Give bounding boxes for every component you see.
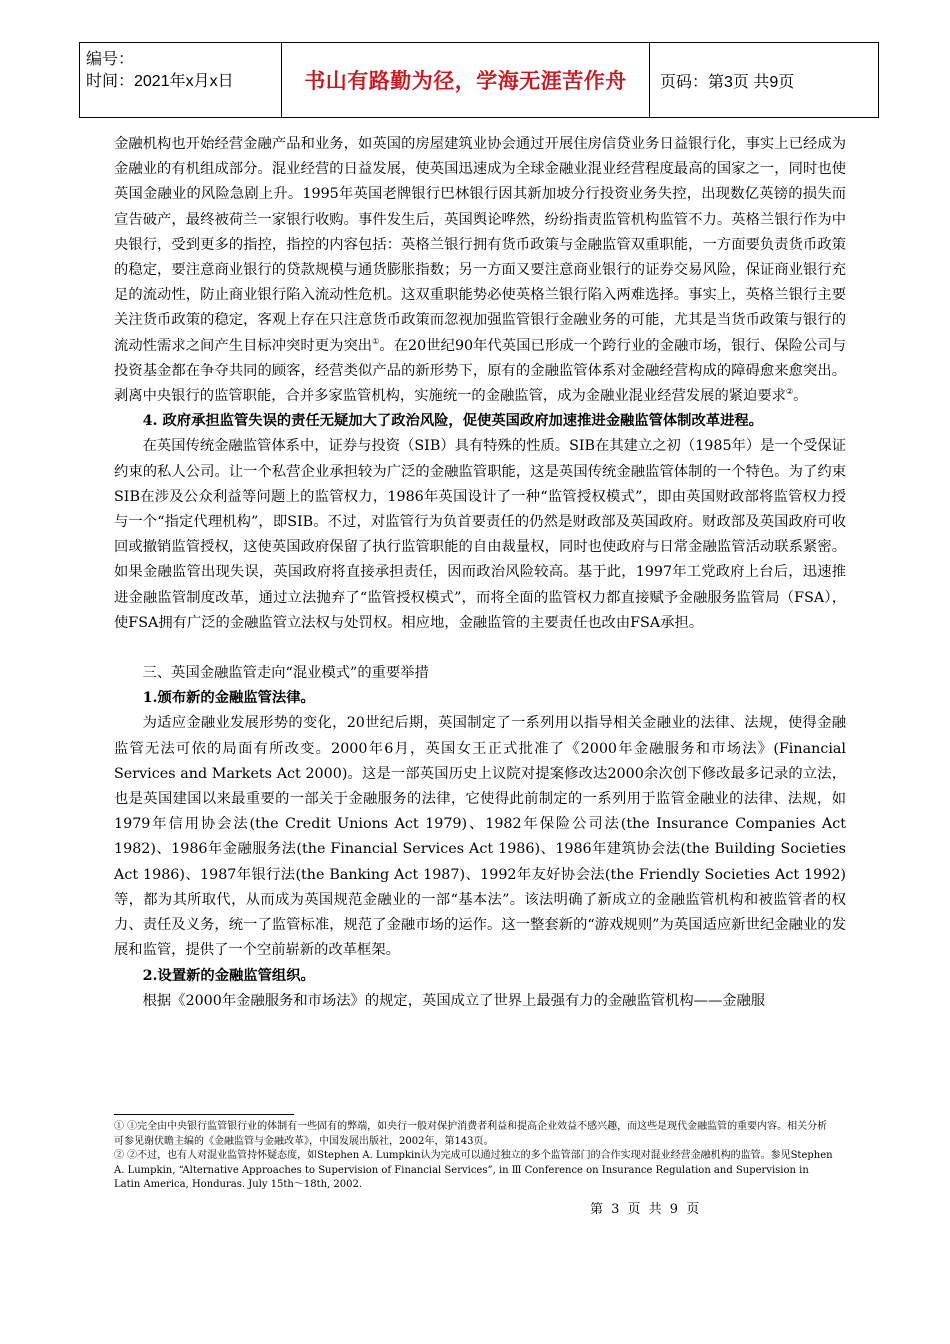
paragraph-3: 为适应金融业发展形势的变化，20世纪后期，英国制定了一系列用以指导相关金融业的法律、法规，使得金融监管无法可依的局面有所改变。2000年6月，英国女王正式批准了《2000年金融服务和市场法》(Financial Services and Markets Act 2000)。这是一部英国历史上议院对提案修改达2000余次创下修改最多记录的立法，也是英国建国以来最重要的一部关于金融服务的法律，它使得此前制定的一系列用于监管金融业的法律、法规，如1979年信用协会法(the Credit Unions Act 1979)、1982年保险公司法(the Insurance Companies Act 1982)、1986年金融服务法(the Financial Services Act 1986)、1986年建筑协会法(the Building Societies Act 1986)、1987年银行法(the Banking Act 1987)、1992年友好协会法(the Friendly Societies Act 1992)等，都为其所取代，从而成为英国规范金融业的一部“基本法”。该法明确了新成立的金融监管机构和被监管者的权力、责任及义务，统一了监管标准，规范了金融市场的运作。这一整套新的“游戏规则”为英国适应新世纪金融业的发展和监管，提供了一个空前崭新的改革框架。 <box>114 715 846 959</box>
header-page-info: 页码：第3页 共9页 <box>660 73 795 91</box>
footnotes <box>114 1120 836 1193</box>
header-meta <box>80 43 282 117</box>
paragraph-1-text: 金融机构也开始经营金融产品和业务，如英国的房屋建筑业协会通过开展住房信贷业务日益银行化，事实上已经成为金融业的有机组成部分。混业经营的日益发展，使英国迅速成为全球金融业混业经营程度最高的国家之一，同时也使英国金融业的风险急剧上升。1995年英国老牌银行巴林银行因其新加坡分行投资业务失控，出现数亿英镑的损失而宣告破产，最终被荷兰一家银行收购。事件发生后，英国舆论哗然，纷纷指责监管机构监管不力。英格兰银行作为中央银行，受到更多的指控，指控的内容包括：英格兰银行拥有货币政策与金融监管双重职能，一方面要负责货币政策的稳定，要注意商业银行的贷款规模与通货膨胀指数；另一方面又要注意商业银行的证券交易风险，保证商业银行充足的流动性，防止商业银行陷入流动性危机。这双重职能势必使英格兰银行陷入两难选择。事实上，英格兰银行主要关注货币政策的稳定，客观上存在只注意货币政策而忽视加强监管银行金融业务的可能，尤其是当货币政策与银行的流动性需求之间产生目标冲突时更为突出 <box>114 136 846 354</box>
footnote-1: ① ①完全由中央银行监管银行业的体制有一些固有的弊端，如央行一般对保护消费者利益和提高企业效益不感兴趣，而这些是现代金融监管的重要内容。相关分析可参见谢伏瞻主编的《金融监管与金融改革》，中国发展出版社，2002年，第143页。 <box>114 1121 828 1147</box>
footnote-2: ② ②不过，也有人对混业监管持怀疑态度，如Stephen A. Lumpkin认为完成可以通过独立的多个监管部门的合作实现对混业经营金融机构的监管。参见Stephen A. Lumpkin, “Alternative Approaches to Supervision of Financial Services”, in Ⅲ Conference on Insurance Regulation and Supervision in Latin America, Honduras. July 15th～18th, 2002. <box>114 1150 833 1190</box>
time-label: 时间：2021年x月x日 <box>86 73 234 90</box>
section-3-heading: 三、英国金融监管走向“混业模式”的重要举措 <box>142 665 429 682</box>
paragraph-1 <box>114 132 846 409</box>
subheading-2: 2.设置新的金融监管组织。 <box>142 967 315 984</box>
number-label: 编号： <box>86 51 135 68</box>
document-header <box>79 42 879 118</box>
paragraph-2: 在英国传统金融监管体系中，证券与投资（SIB）具有特殊的性质。SIB在其建立之初（1985年）是一个受保证约束的私人公司。让一个私营企业承担较为广泛的金融监管职能，这是英国传统金融监管体制的一个特色。为了约束SIB在涉及公众利益等问题上的监管权力，1986年英国设计了一种“监管授权模式”，即由英国财政部将监管权力授与一个“指定代理机构”，即SIB。不过，对监管行为负首要责任的仍然是财政部及英国政府。财政部及英国政府可收回或撤销监管授权，这使英国政府保留了执行监管职能的自由裁量权，同时也使政府与日常金融监管活动联系紧密。如果金融监管出现失误，英国政府将直接承担责任，因而政治风险较高。基于此，1997年工党政府上台后，迅速推进金融监管制度改革，通过立法抛弃了“监管授权模式”，而将全面的监管权力都直接赋予金融服务监管局（FSA），使FSA拥有广泛的金融监管立法权与处罚权。相应地，金融监管的主要责任也改由FSA承担。 <box>114 438 846 631</box>
footnote-ref-1[interactable]: ① <box>372 336 380 346</box>
paragraph-1-text-b: 。在20世纪90年代英国已形成一个跨行业的金融市场，银行、保险公司与投资基金都在争夺共同的顾客，经营类似产品的新形势下，原有的金融监管体系对金融经营构成的障碍愈来愈突出。剥离中央银行的监管职能，合并多家监管机构，实施统一的金融监管，成为金融业混业经营发展的紧迫要求 <box>114 337 847 405</box>
subheading-1: 1.颁布新的金融监管法律。 <box>142 690 315 707</box>
footnote-ref-2[interactable]: ② <box>785 387 794 397</box>
page-footer: 第 3 页 共 9 页 <box>590 1202 702 1217</box>
main-content <box>114 132 846 1014</box>
header-motto: 书山有路勤为径，学海无涯苦作舟 <box>282 43 650 117</box>
spacer <box>114 636 846 661</box>
paragraph-1-end: 。 <box>793 388 808 405</box>
footnote-divider <box>114 1114 294 1115</box>
heading-point-4: 4. 政府承担监管失误的责任无疑加大了政治风险，促使英国政府加速推进金融监管体制改革进程。 <box>142 413 763 430</box>
paragraph-4: 根据《2000年金融服务和市场法》的规定，英国成立了世界上最强有力的金融监管机构——金融服 <box>142 992 766 1009</box>
